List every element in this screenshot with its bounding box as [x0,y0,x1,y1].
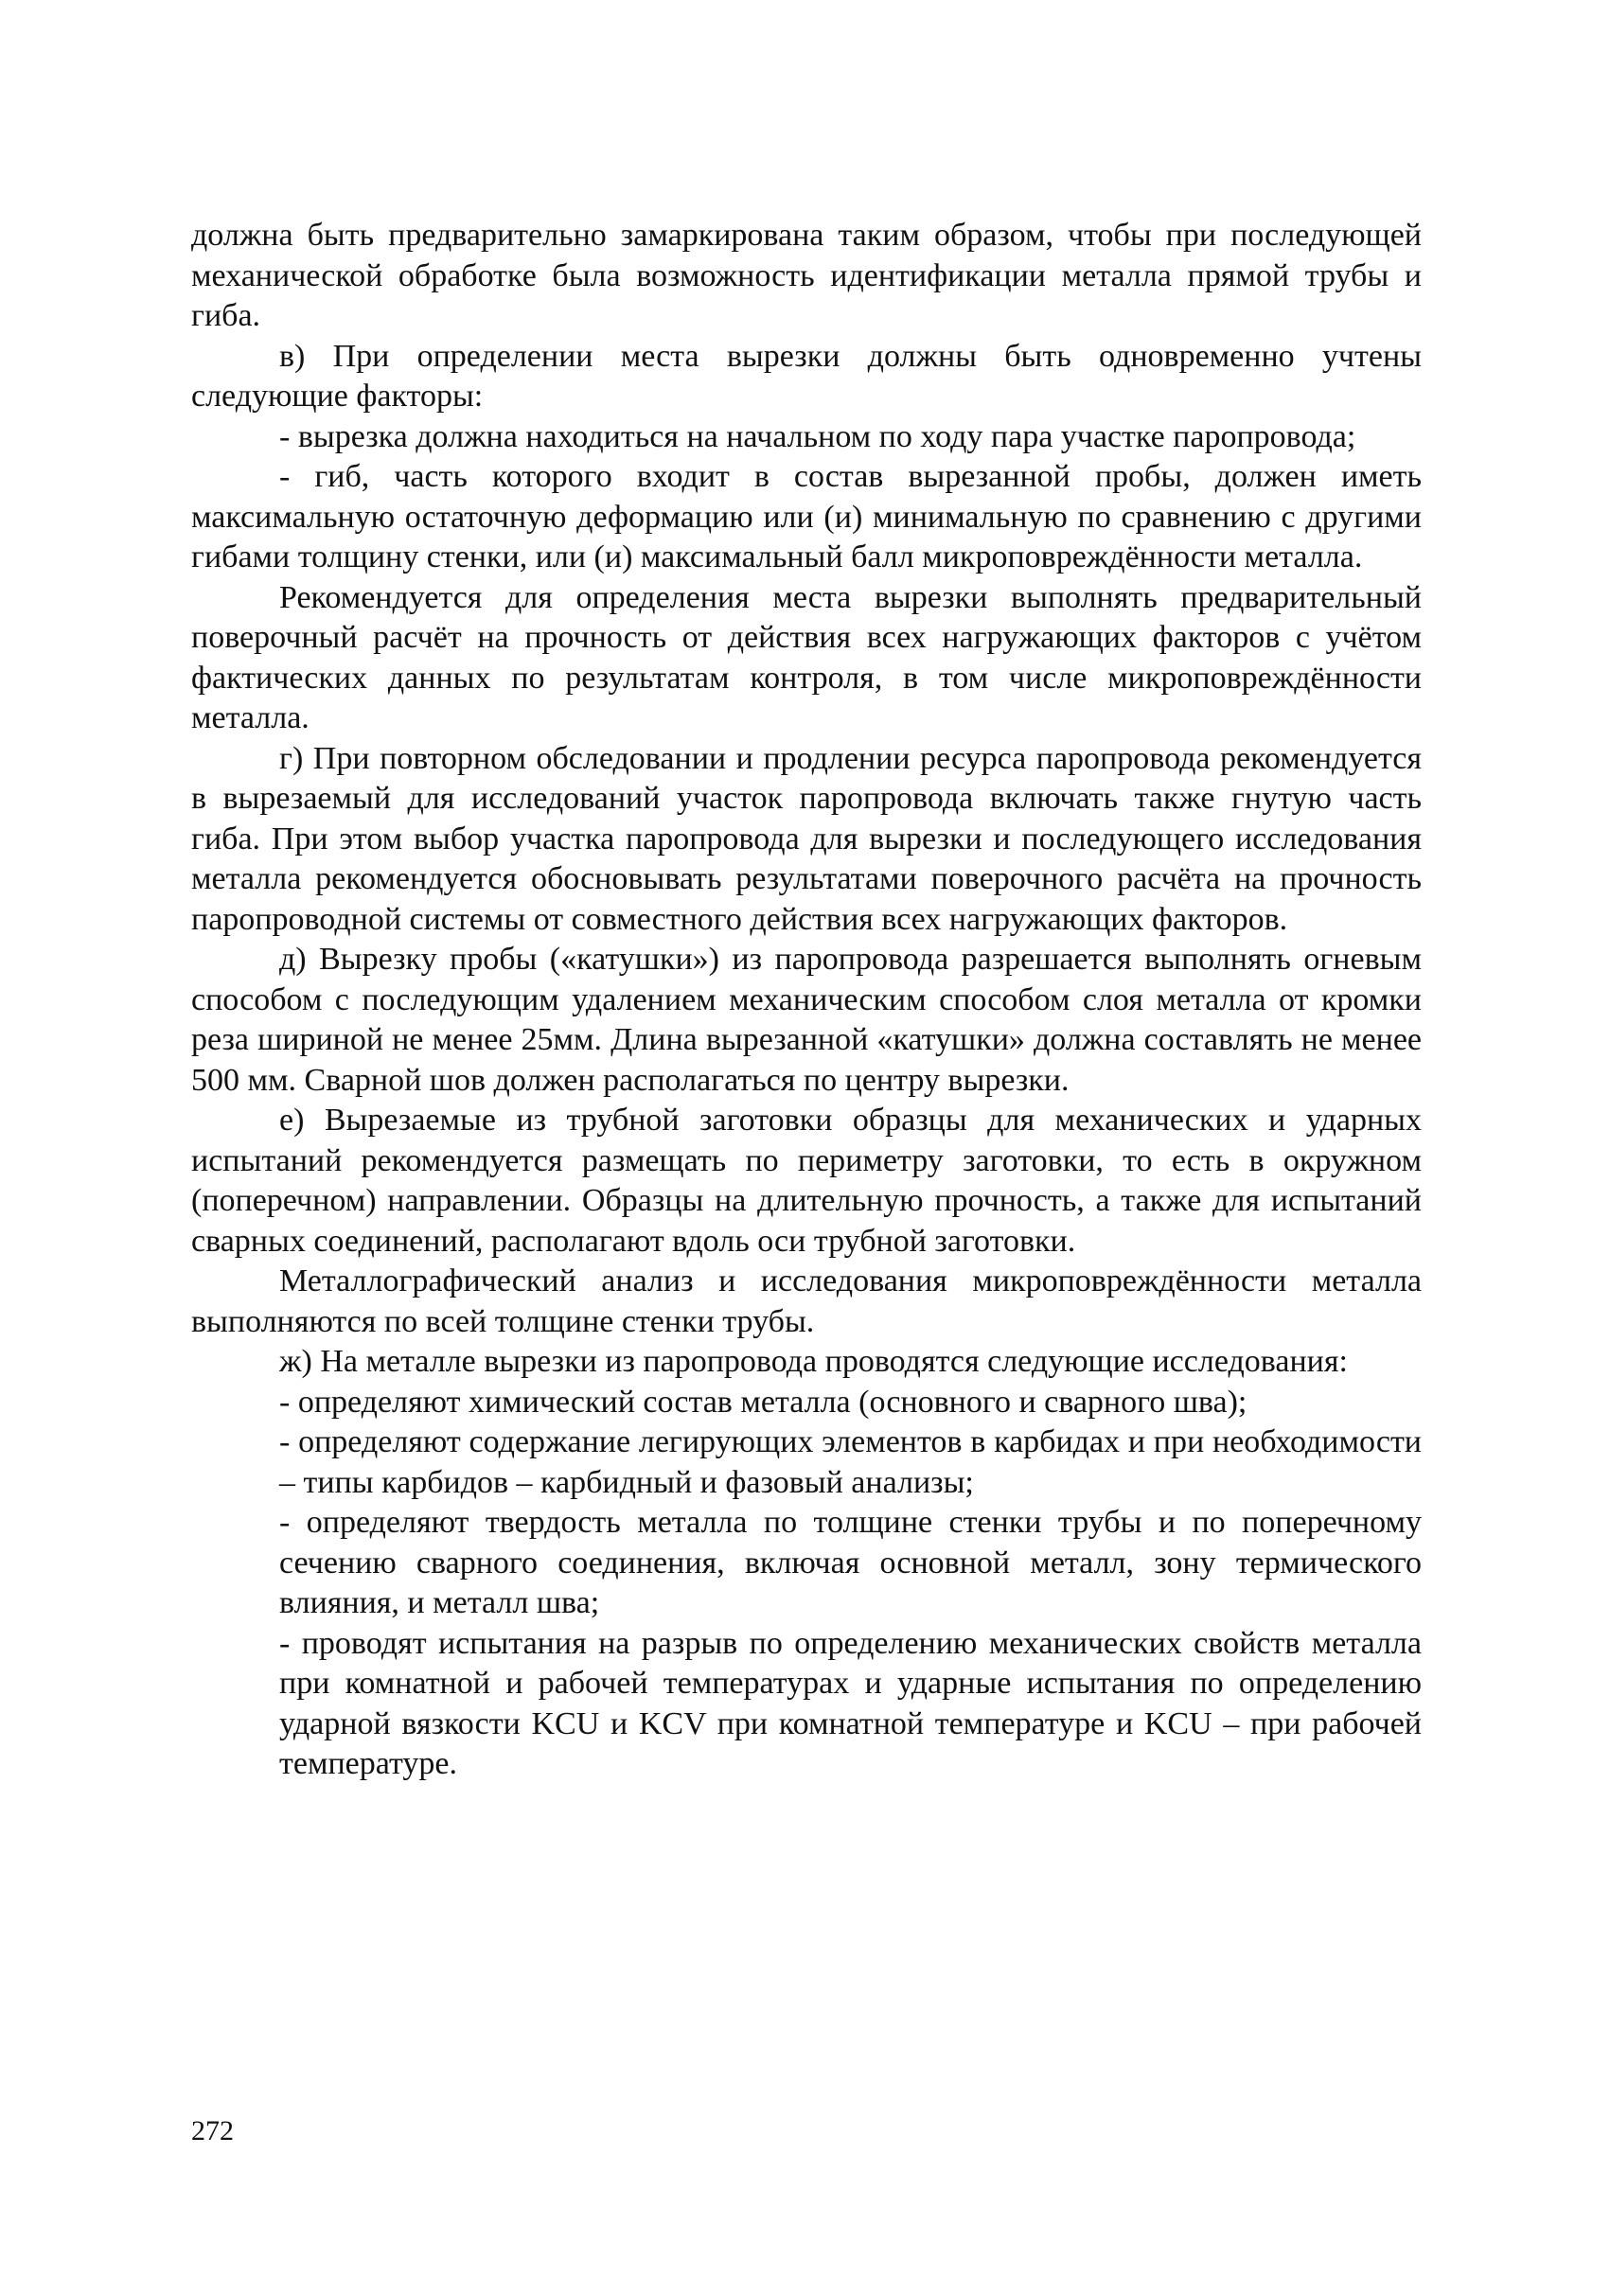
page-number: 272 [191,2115,234,2146]
paragraph-item-zh: ж) На металле вырезки из паропровода проводятся следующие исследования: [279,1344,1348,1379]
paragraph-item-e: е) Вырезаемые из трубной заготовки образцы для механических и ударных испытаний рекомендуется размещать по периметру заготовки, то есть в окружном (поперечном) направлении. Образцы на длительную прочность, а также для испытаний сварных соединений, располагают вдоль оси трубной заготовки. [191,1103,1422,1259]
paragraph-factor-2: - гиб, часть которого входит в состав вырезанной пробы, должен иметь максимальную остаточную деформацию или (и) минимальную по сравнению с другими гибами толщину стенки, или (и) максимальный балл микроповреждённости металла. [191,459,1422,574]
paragraph-metallography: Металлографический анализ и исследования микроповреждённости металла выполняются по всей толщине стенки трубы. [191,1263,1422,1339]
paragraph-item-d: д) Вырезку пробы («катушки») из паропровода разрешается выполнять огневым способом с последующим удалением механическим способом слоя металла от кромки реза шириной не менее 25мм. Длина вырезанной «катушки» должна составлять не менее 500 мм. Сварной шов должен располагаться по центру вырезки. [191,942,1422,1098]
paragraph-item-v: в) При определении места вырезки должны быть одновременно учтены следующие факторы: [191,338,1422,414]
paragraph-recommendation: Рекомендуется для определения места вырезки выполнять предварительный поверочный расчёт на прочность от действия всех нагружающих факторов с учётом фактических данных по результатам контроля, в том числе микроповреждённости металла. [191,579,1422,735]
paragraph-item-g: г) При повторном обследовании и продлении ресурса паропровода рекомендуется в вырезаемый для исследований участок паропровода включать также гнутую часть гиба. При этом выбор участка паропровода для вырезки и последующего исследования металла рекомендуется обосновывать результатами поверочного расчёта на прочность паропроводной системы от совместного действия всех нагружающих факторов. [191,740,1422,937]
paragraph-factor-1: - вырезка должна находиться на начальном по ходу пара участке паропровода; [279,418,1356,454]
list-item: - проводят испытания на разрыв по определению механических свойств металла при комнатной и рабочей температурах и ударные испытания по определению ударной вязкости KCU и KCV при комнатной температуре и KCU – при рабочей температуре. [279,1625,1422,1781]
paragraph-continuation: должна быть предварительно замаркирована таким образом, чтобы при последующей механической обработке была возможность идентификации металла прямой трубы и гиба. [191,218,1422,333]
document-page [191,216,1422,1785]
list-item: - определяют содержание легирующих элементов в карбидах и при необходимости – типы карбидов – карбидный и фазовый анализы; [279,1424,1422,1500]
list-item: - определяют твердость металла по толщине стенки трубы и по поперечному сечению сварного соединения, включая основной металл, зону термического влияния, и металл шва; [279,1505,1422,1620]
list-item: - определяют химический состав металла (основного и сварного шва); [279,1384,1247,1420]
